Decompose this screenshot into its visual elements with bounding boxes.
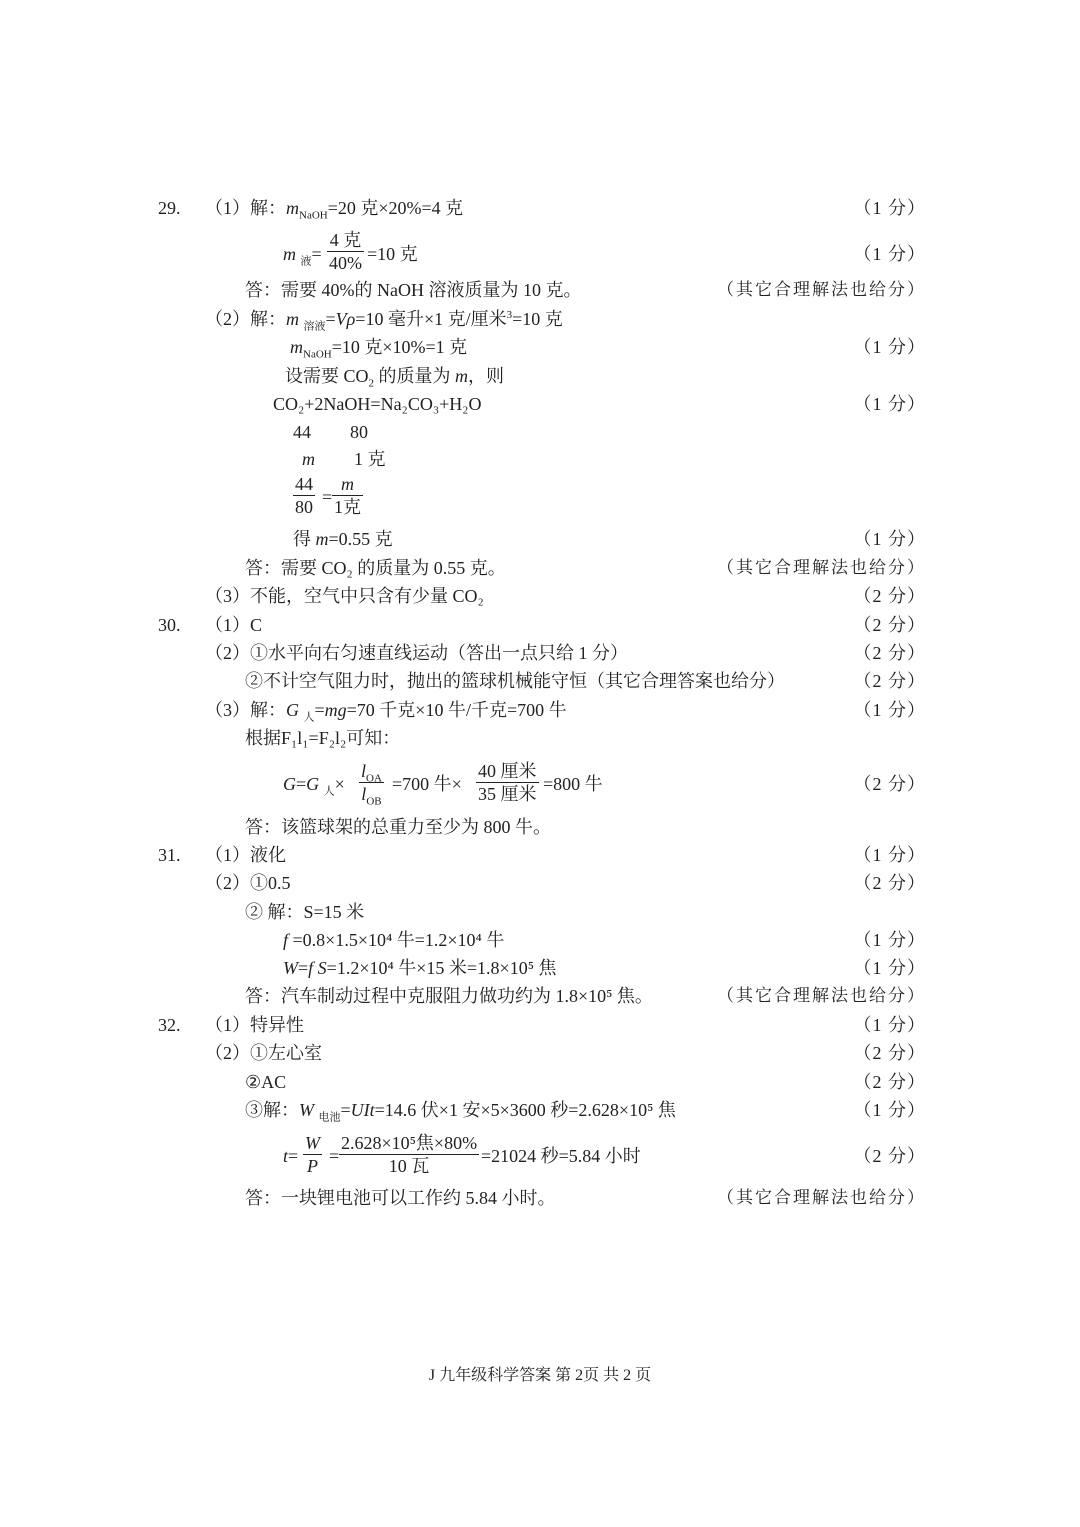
alt-solution-note: （其它合理解法也给分） [717, 558, 926, 577]
score: （2 分） [853, 1146, 926, 1166]
q29-part2-line3: 设需要 $CO_2$ 的质量为 m，则 [285, 366, 505, 390]
q29-part2-line2: $m_{NaOH}=10$ 克×10%=1 克 [290, 337, 468, 361]
equals-sign: = [329, 1146, 340, 1166]
score: （2 分） [853, 671, 926, 691]
question-number-29: 29. [158, 198, 181, 218]
alt-solution-note: （其它合理解法也给分） [717, 1188, 926, 1207]
fraction: 4 克 40% [329, 230, 362, 273]
ratio-1g: 1 克 [354, 449, 386, 469]
q30-answer: 答：该篮球架的总重力至少为 800 牛。 [245, 817, 551, 837]
q32-time-result: =21024 秒=5.84 小时 [481, 1146, 641, 1166]
ratio-80: 80 [350, 422, 368, 442]
fraction: 2.628×10⁵焦×80% 10 瓦 [341, 1133, 478, 1176]
equals-sign: = [322, 487, 333, 507]
score: （2 分） [853, 1043, 926, 1063]
q30-part1: （1）C [205, 615, 263, 635]
score: （1 分） [853, 930, 926, 950]
q29-part1-result: =10 克 [367, 244, 418, 264]
q30-formula-lhs: G=G $_人$× [283, 774, 345, 798]
score: （1 分） [853, 958, 926, 978]
score: （1 分） [853, 700, 926, 720]
q31-part2a: （2）①0.5 [205, 873, 291, 893]
score: （1 分） [853, 845, 926, 865]
q31-answer: 答：汽车制动过程中克服阻力做功约为 1.8×10⁵ 焦。 [245, 986, 653, 1006]
q29-part1-line2: m $_液$= [283, 244, 322, 268]
score: （1 分） [853, 337, 926, 357]
score: （2 分） [853, 873, 926, 893]
score: （2 分） [853, 1072, 926, 1092]
score: （2 分） [853, 643, 926, 663]
q32-part1: （1）特异性 [205, 1015, 304, 1035]
q32-time-lhs: t= [283, 1146, 299, 1166]
alt-solution-note: （其它合理解法也给分） [717, 986, 926, 1005]
alt-solution-note: （其它合理解法也给分） [717, 280, 926, 299]
q32-answer: 答：一块锂电池可以工作约 5.84 小时。 [245, 1188, 556, 1208]
question-number-31: 31. [158, 845, 181, 865]
q29-part2-line1: （2）解：m $_{溶液}$=Vρ=10 毫升×1 克/厘米$^3$=10 克 [205, 309, 563, 333]
q29-part2-answer: 答：需要 CO₂ 的质量为 0.55 克。 [245, 558, 506, 578]
score: （1 分） [853, 1100, 926, 1120]
question-number-32: 32. [158, 1015, 181, 1035]
q32-part2c: ③解：W $_{电池}$=UIt=14.6 伏×1 安×5×3600 秒=2.628×10⁵ 焦 [245, 1100, 676, 1124]
ratio-44: 44 [293, 422, 311, 442]
q29-result: 得 m=0.55 克 [293, 529, 393, 549]
score: （2 分） [853, 586, 926, 606]
score: （1 分） [853, 529, 926, 549]
q32-part2b: ②AC [245, 1072, 287, 1092]
q30-part3-line2: 根据F₁l₁=F₂l₂可知： [245, 728, 401, 748]
q30-formula-result: =800 牛 [543, 774, 603, 794]
score: （1 分） [853, 394, 926, 414]
lever-arm-fraction: $l_{OA}$ $l_{OB}$ [361, 761, 382, 808]
fraction: $\frac{44}{80}$ [295, 474, 313, 517]
q31-part1: （1）液化 [205, 845, 286, 865]
fraction: m 1克 [334, 474, 361, 517]
ratio-m: m [302, 449, 315, 469]
fraction: 40 厘米 35 厘米 [478, 761, 537, 804]
q31-friction: f =0.8×1.5×10⁴ 牛=1.2×10⁴ 牛 [283, 930, 505, 950]
q29-part3: （3）不能，空气中只含有少量 CO₂ [205, 586, 484, 606]
score: （2 分） [853, 774, 926, 794]
score: （1 分） [853, 198, 926, 218]
score: （2 分） [853, 615, 926, 635]
score: （1 分） [853, 244, 926, 264]
q30-part3-line1: （3）解：G $_人$=mg=70 千克×10 牛/千克=700 牛 [205, 700, 567, 724]
page-footer: J 九年级科学答案 第 2页 共 2 页 [428, 1367, 652, 1384]
q31-part2b: ② 解：S=15 米 [245, 902, 365, 922]
q29-part1-line1: （1）解：$m_{NaOH}=20$ 克×20%=4 克 [205, 198, 464, 222]
fraction: $\frac{W}{P}$ [305, 1133, 320, 1176]
q30-formula-mid: =700 牛× [392, 774, 462, 794]
q29-part1-answer: 答：需要 40%的 NaOH 溶液质量为 10 克。 [245, 280, 582, 300]
chemical-equation: CO₂+2NaOH=Na₂CO₃+H₂O [273, 394, 482, 414]
q30-part2a: （2）①水平向右匀速直线运动（答出一点只给 1 分） [205, 643, 628, 663]
question-number-30: 30. [158, 615, 181, 635]
q32-part2a: （2）①左心室 [205, 1043, 322, 1063]
score: （1 分） [853, 1015, 926, 1035]
q30-part2b: ②不计空气阻力时，抛出的篮球机械能守恒（其它合理答案也给分） [245, 671, 785, 691]
q31-work: W=f S=1.2×10⁴ 牛×15 米=1.8×10⁵ 焦 [283, 958, 557, 978]
